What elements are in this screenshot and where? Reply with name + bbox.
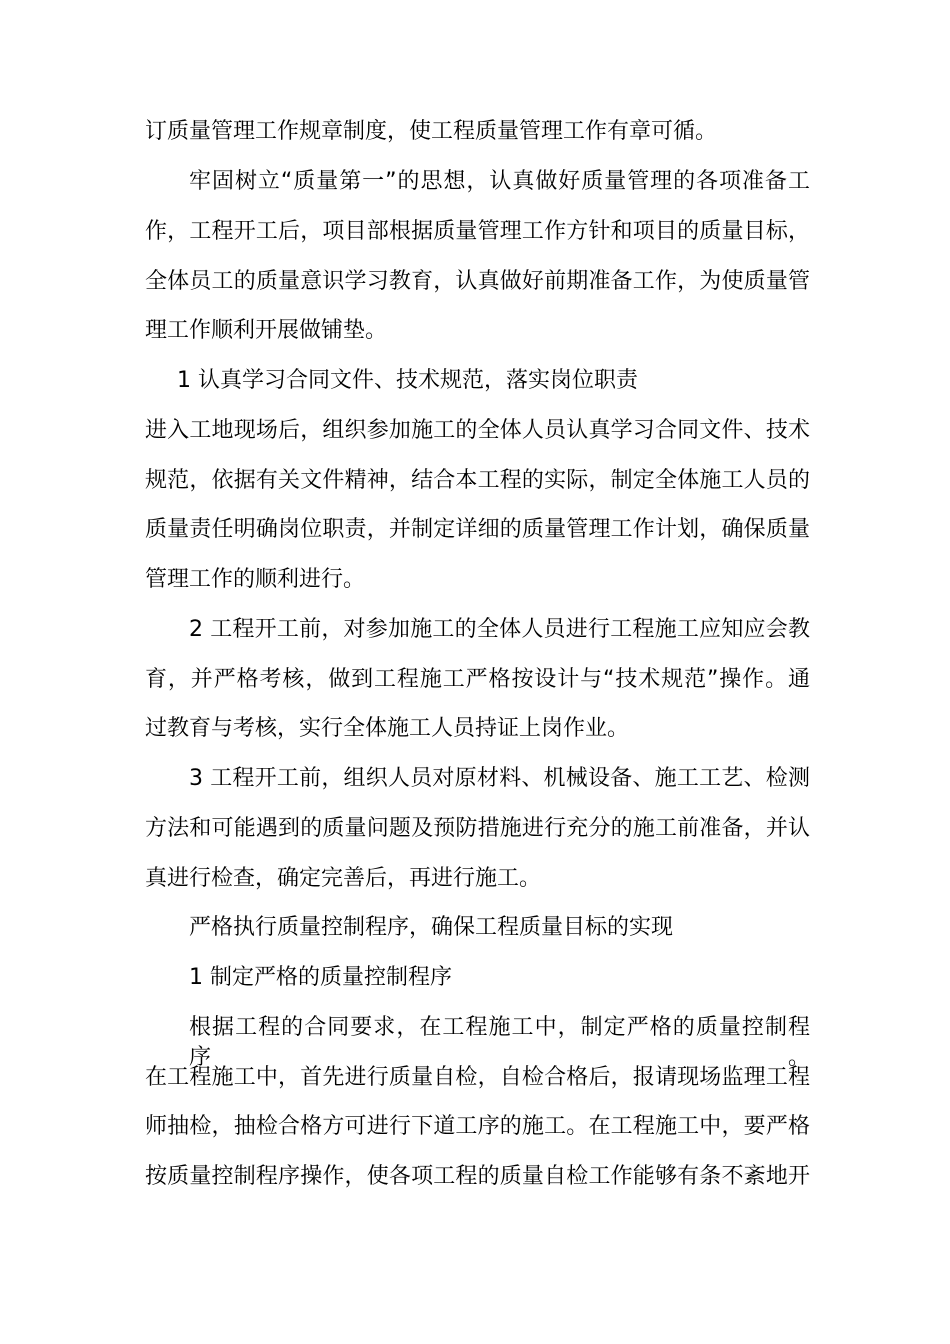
paragraph-line: 作，工程开工后，项目部根据质量管理工作方针和项目的质量目标， [145, 219, 810, 244]
paragraph-line: 2 工程开工前，对参加施工的全体人员进行工程施工应知应会教 [189, 617, 810, 642]
paragraph-line: 全体员工的质量意识学习教育，认真做好前期准备工作，为使质量管 [145, 269, 810, 294]
paragraph-line: 理工作顺利开展做铺垫。 [145, 318, 388, 343]
paragraph-line: 在工程施工中，首先进行质量自检，自检合格后，报请现场监理工程 [145, 1065, 810, 1090]
section-heading: 严格执行质量控制程序，确保工程质量目标的实现 [189, 915, 674, 940]
paragraph-line: 育，并严格考核，做到工程施工严格按设计与“技术规范”操作。通 [145, 667, 810, 692]
paragraph-line: 管理工作的顺利进行。 [145, 567, 366, 592]
paragraph-line: 方法和可能遇到的质量问题及预防措施进行充分的施工前准备，并认 [145, 816, 810, 841]
section-heading: 1 认真学习合同文件、技术规范，落实岗位职责 [177, 368, 638, 393]
paragraph-line: 过教育与考核，实行全体施工人员持证上岗作业。 [145, 716, 630, 741]
paragraph-line: 真进行检查，确定完善后，再进行施工。 [145, 866, 542, 891]
paragraph-line: 牢固树立“质量第一”的思想，认真做好质量管理的各项准备工 [189, 169, 810, 194]
paragraph-line: 进入工地现场后，组织参加施工的全体人员认真学习合同文件、技术 [145, 418, 810, 443]
paragraph-line: 质量责任明确岗位职责，并制定详细的质量管理工作计划，确保质量 [145, 517, 810, 542]
paragraph-line: 根据工程的合同要求，在工程施工中，制定严格的质量控制程序。 [189, 1015, 810, 1070]
paragraph-line: 规范，依据有关文件精神，结合本工程的实际，制定全体施工人员的 [145, 468, 810, 493]
paragraph-line: 3 工程开工前，组织人员对原材料、机械设备、施工工艺、检测 [189, 766, 810, 791]
section-heading: 1 制定严格的质量控制程序 [189, 965, 452, 990]
paragraph-line: 订质量管理工作规章制度，使工程质量管理工作有章可循。 [145, 119, 718, 144]
paragraph-line: 按质量控制程序操作，使各项工程的质量自检工作能够有条不紊地开 [145, 1164, 810, 1189]
paragraph-line: 师抽检，抽检合格方可进行下道工序的施工。在工程施工中，要严格 [145, 1114, 810, 1139]
